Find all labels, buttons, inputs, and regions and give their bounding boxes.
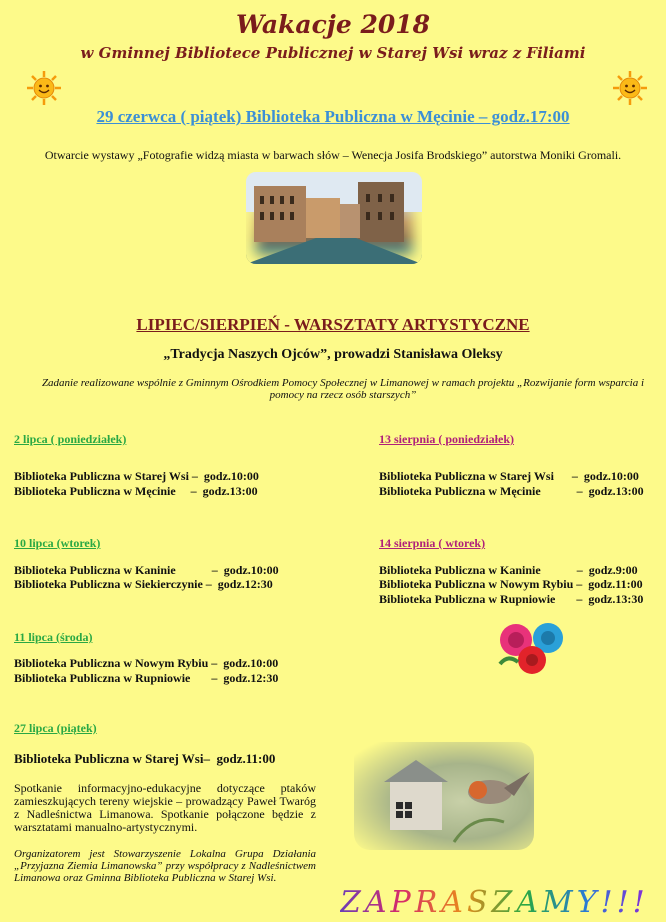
schedule-row: Biblioteka Publiczna w Starej Wsi – godz.10:00: [14, 469, 259, 483]
schedule-row: Biblioteka Publiczna w Starej Wsi – godz.10:00: [379, 469, 639, 483]
schedule-row: Biblioteka Publiczna w Nowym Rybiu – godz.11:00: [379, 577, 643, 591]
date-heading: 27 lipca (piątek): [14, 721, 97, 735]
schedule-row: Biblioteka Publiczna w Siekierczynie – godz.12:30: [14, 577, 273, 591]
workshops-subtitle: „Tradycja Naszych Ojców”, prowadzi Stanisława Oleksy: [163, 347, 503, 362]
date-heading: 14 sierpnia ( wtorek): [379, 536, 486, 550]
page-title: Wakacje 2018: [235, 10, 431, 39]
workshops-heading: LIPIEC/SIERPIEŃ - WARSZTATY ARTYSTYCZNE: [136, 315, 530, 334]
date-heading: 2 lipca ( poniedziałek): [14, 432, 127, 446]
date-heading: 11 lipca (środa): [14, 630, 93, 644]
schedule-row: Biblioteka Publiczna w Starej Wsi– godz.11:00: [14, 751, 276, 766]
workshops-note: Zadanie realizowane wspólnie z Gminnym Ośrodkiem Pomocy Społecznej w Limanowej w ramach projektu „Rozwijanie form wsparcia i pomocy na rzecz osób starszych”: [41, 377, 645, 401]
schedule-row: Biblioteka Publiczna w Męcinie – godz.13:00: [379, 484, 644, 498]
organizer-note: Organizatorem jest Stowarzyszenie Lokalna Grupa Działania „Przyjazna Ziemia Limanowska” przy współpracy z Nadleśnictwem Limanowa oraz Gminna Biblioteka Publiczna w Starej Wsi.: [14, 848, 316, 884]
page-subtitle: w Gminnej Bibliotece Publicznej w Starej Wsi wraz z Filiami: [80, 44, 586, 62]
schedule-row: Biblioteka Publiczna w Rupniowie – godz.13:30: [379, 592, 644, 606]
meeting-description: Spotkanie informacyjno-edukacyjne dotyczące ptaków zamieszkujących tereny wiejskie – prowadzący Paweł Twaróg z Nadleśnictwa Limanowa. Spotkanie połączone będzie z warsztatami manualno-artystycznymi.: [14, 781, 316, 834]
venice-photo: [246, 172, 422, 264]
paper-flowers-photo: [488, 614, 576, 680]
sun-icon: [612, 70, 648, 106]
invitation-text: [340, 884, 660, 922]
invitation-label: ZAPRASZAMY!!!: [340, 885, 649, 914]
event-description: Otwarcie wystawy „Fotografie widzą miasta w barwach słów – Wenecja Josifa Brodskiego” autorstwa Moniki Gromali.: [44, 148, 622, 162]
sun-icon: [26, 70, 62, 106]
bird-birdhouse-photo: [354, 742, 534, 850]
date-heading: 10 lipca (wtorek): [14, 536, 101, 550]
date-heading: 13 sierpnia ( poniedziałek): [379, 432, 515, 446]
schedule-row: Biblioteka Publiczna w Kaninie – godz.10:00: [14, 563, 279, 577]
schedule-row: Biblioteka Publiczna w Męcinie – godz.13:00: [14, 484, 258, 498]
schedule-row: Biblioteka Publiczna w Rupniowie – godz.12:30: [14, 671, 279, 685]
schedule-row: Biblioteka Publiczna w Nowym Rybiu – godz.10:00: [14, 656, 279, 670]
schedule-row: Biblioteka Publiczna w Kaninie – godz.9:00: [379, 563, 638, 577]
event-link-mecina[interactable]: 29 czerwca ( piątek) Biblioteka Publiczna w Męcinie – godz.17:00: [96, 107, 570, 126]
